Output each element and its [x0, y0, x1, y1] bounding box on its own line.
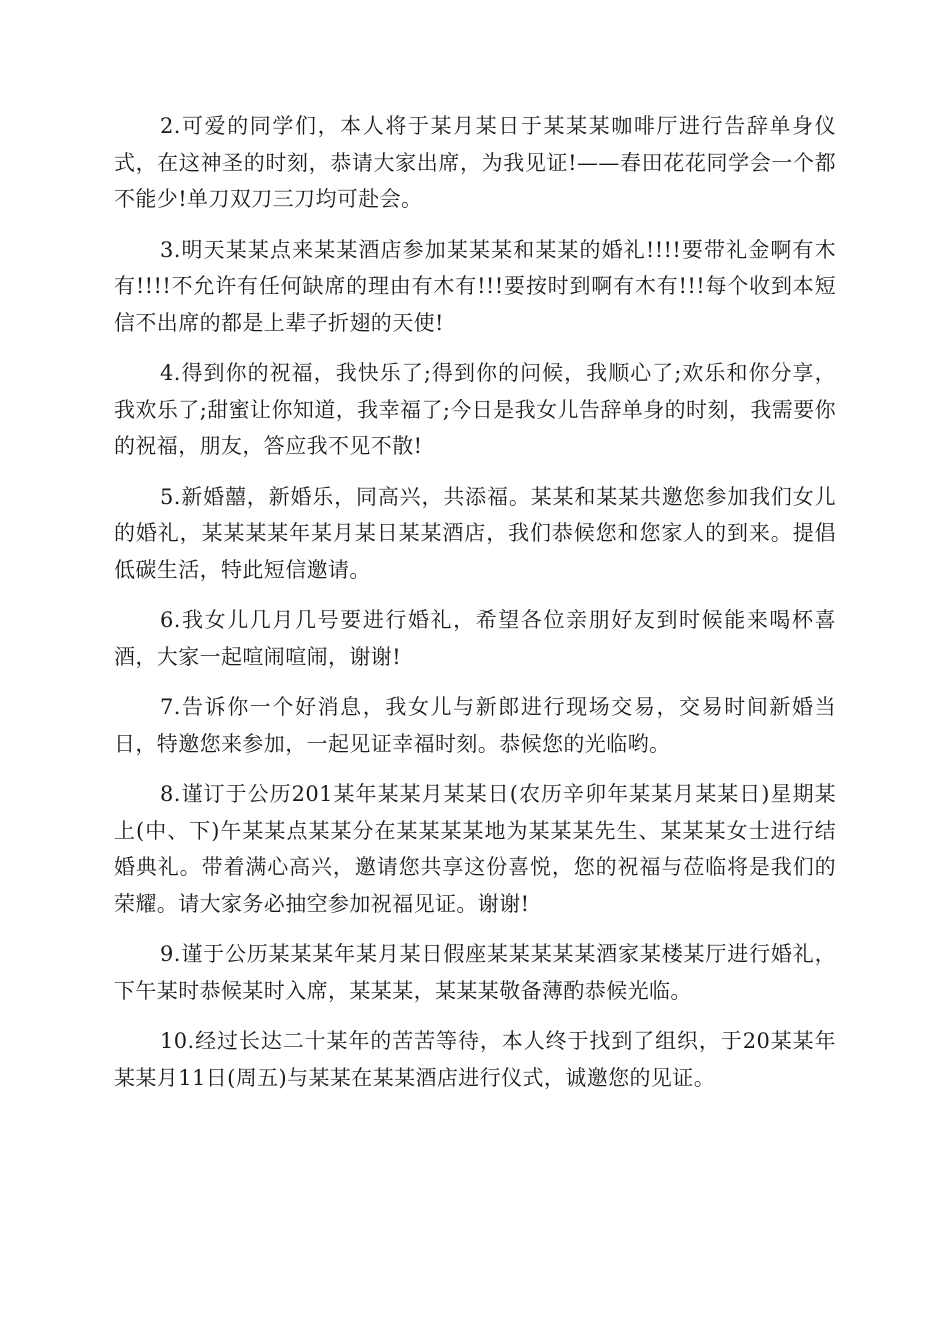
- paragraph-9: 9.谨于公历某某某年某月某日假座某某某某某酒家某楼某厅进行婚礼，下午某时恭候某时入席，某某某，某某某敬备薄酌恭候光临。: [114, 942, 836, 1003]
- document-body: [114, 108, 836, 1110]
- paragraph-5: 5.新婚囍，新婚乐，同高兴，共添福。某某和某某共邀您参加我们女儿的婚礼，某某某某年某月某日某某酒店，我们恭候您和您家人的到来。提倡低碳生活，特此短信邀请。: [114, 484, 836, 582]
- paragraph-6: 6.我女儿几月几号要进行婚礼，希望各位亲朋好友到时候能来喝杯喜酒，大家一起喧闹喧闹，谢谢!: [114, 608, 836, 669]
- paragraph-8: 8.谨订于公历201某年某某月某某日(农历辛卯年某某月某某日)星期某上(中、下)午某某点某某分在某某某某地为某某某先生、某某某女士进行结婚典礼。带着满心高兴，邀请您共享这份喜悦，您的祝福与莅临将是我们的荣耀。请大家务必抽空参加祝福见证。谢谢!: [114, 782, 836, 916]
- paragraph-7: 7.告诉你一个好消息，我女儿与新郎进行现场交易，交易时间新婚当日，特邀您来参加，一起见证幸福时刻。恭候您的光临哟。: [114, 695, 836, 756]
- paragraph-4: 4.得到你的祝福，我快乐了;得到你的问候，我顺心了;欢乐和你分享，我欢乐了;甜蜜让你知道，我幸福了;今日是我女儿告辞单身的时刻，我需要你的祝福，朋友，答应我不见不散!: [114, 361, 836, 458]
- paragraph-3: 3.明天某某点来某某酒店参加某某某和某某的婚礼!!!!要带礼金啊有木有!!!!不允许有任何缺席的理由有木有!!!要按时到啊有木有!!!每个收到本短信不出席的都是上辈子折翅的天使!: [114, 237, 836, 335]
- paragraph-10: 10.经过长达二十某年的苦苦等待，本人终于找到了组织，于20某某年某某月11日(周五)与某某在某某酒店进行仪式，诚邀您的见证。: [114, 1029, 836, 1090]
- paragraph-2: 2.可爱的同学们，本人将于某月某日于某某某咖啡厅进行告辞单身仪式，在这神圣的时刻，恭请大家出席，为我见证!——春田花花同学会一个都不能少!单刀双刀三刀均可赴会。: [114, 114, 836, 211]
